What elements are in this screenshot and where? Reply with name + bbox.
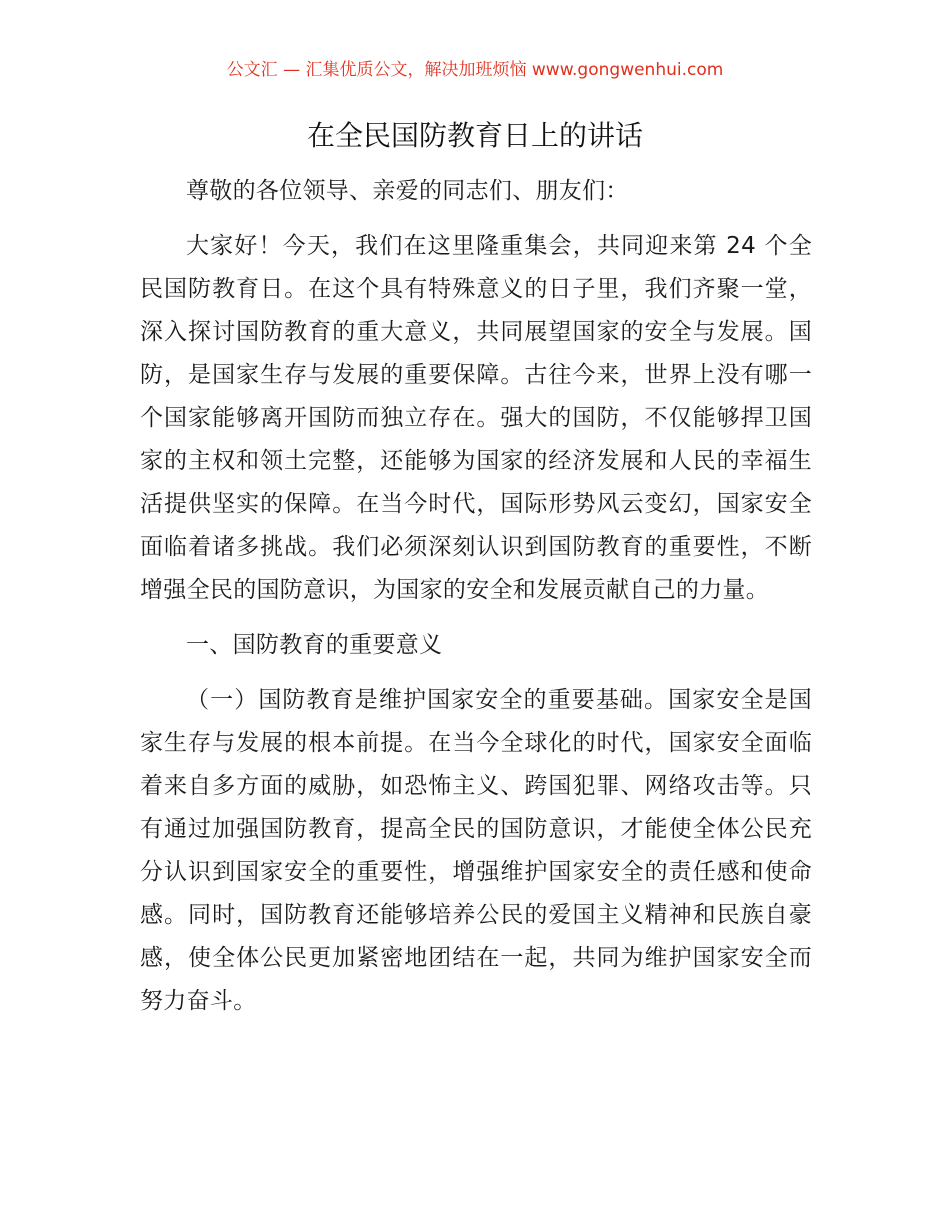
document-title: 在全民国防教育日上的讲话 [306,119,643,152]
section-heading: 一、国防教育的重要意义 [186,632,443,658]
site-banner: 公文汇 — 汇集优质公文，解决加班烦恼 www.gongwenhui.com [226,60,724,80]
document-body [140,170,812,1035]
paragraph-opening: 大家好！今天，我们在这里隆重集会，共同迎来第 24 个全民国防教育日。在这个具有特殊意义的日子里，我们齐聚一堂，深入探讨国防教育的重大意义，共同展望国家的安全与发展。国防，是国家生存与发展的重要保障。古往今来，世界上没有哪一个国家能够离开国防而独立存在。强大的国防，不仅能够捍卫国家的主权和领土完整，还能够为国家的经济发展和人民的幸福生活提供坚实的保障。在当今时代，国际形势风云变幻，国家安全面临着诸多挑战。我们必须深刻认识到国防教育的重要性，不断增强全民的国防意识，为国家的安全和发展贡献自己的力量。 [140,233,812,603]
salutation: 尊敬的各位领导、亲爱的同志们、朋友们： [186,178,629,204]
paragraph-section-1-1: （一）国防教育是维护国家安全的重要基础。国家安全是国家生存与发展的根本前提。在当今全球化的时代，国家安全面临着来自多方面的威胁，如恐怖主义、跨国犯罪、网络攻击等。只有通过加强国防教育，提高全民的国防意识，才能使全体公民充分认识到国家安全的重要性，增强维护国家安全的责任感和使命感。同时，国防教育还能够培养公民的爱国主义精神和民族自豪感，使全体公民更加紧密地团结在一起，共同为维护国家安全而努力奋斗。 [140,687,812,1014]
